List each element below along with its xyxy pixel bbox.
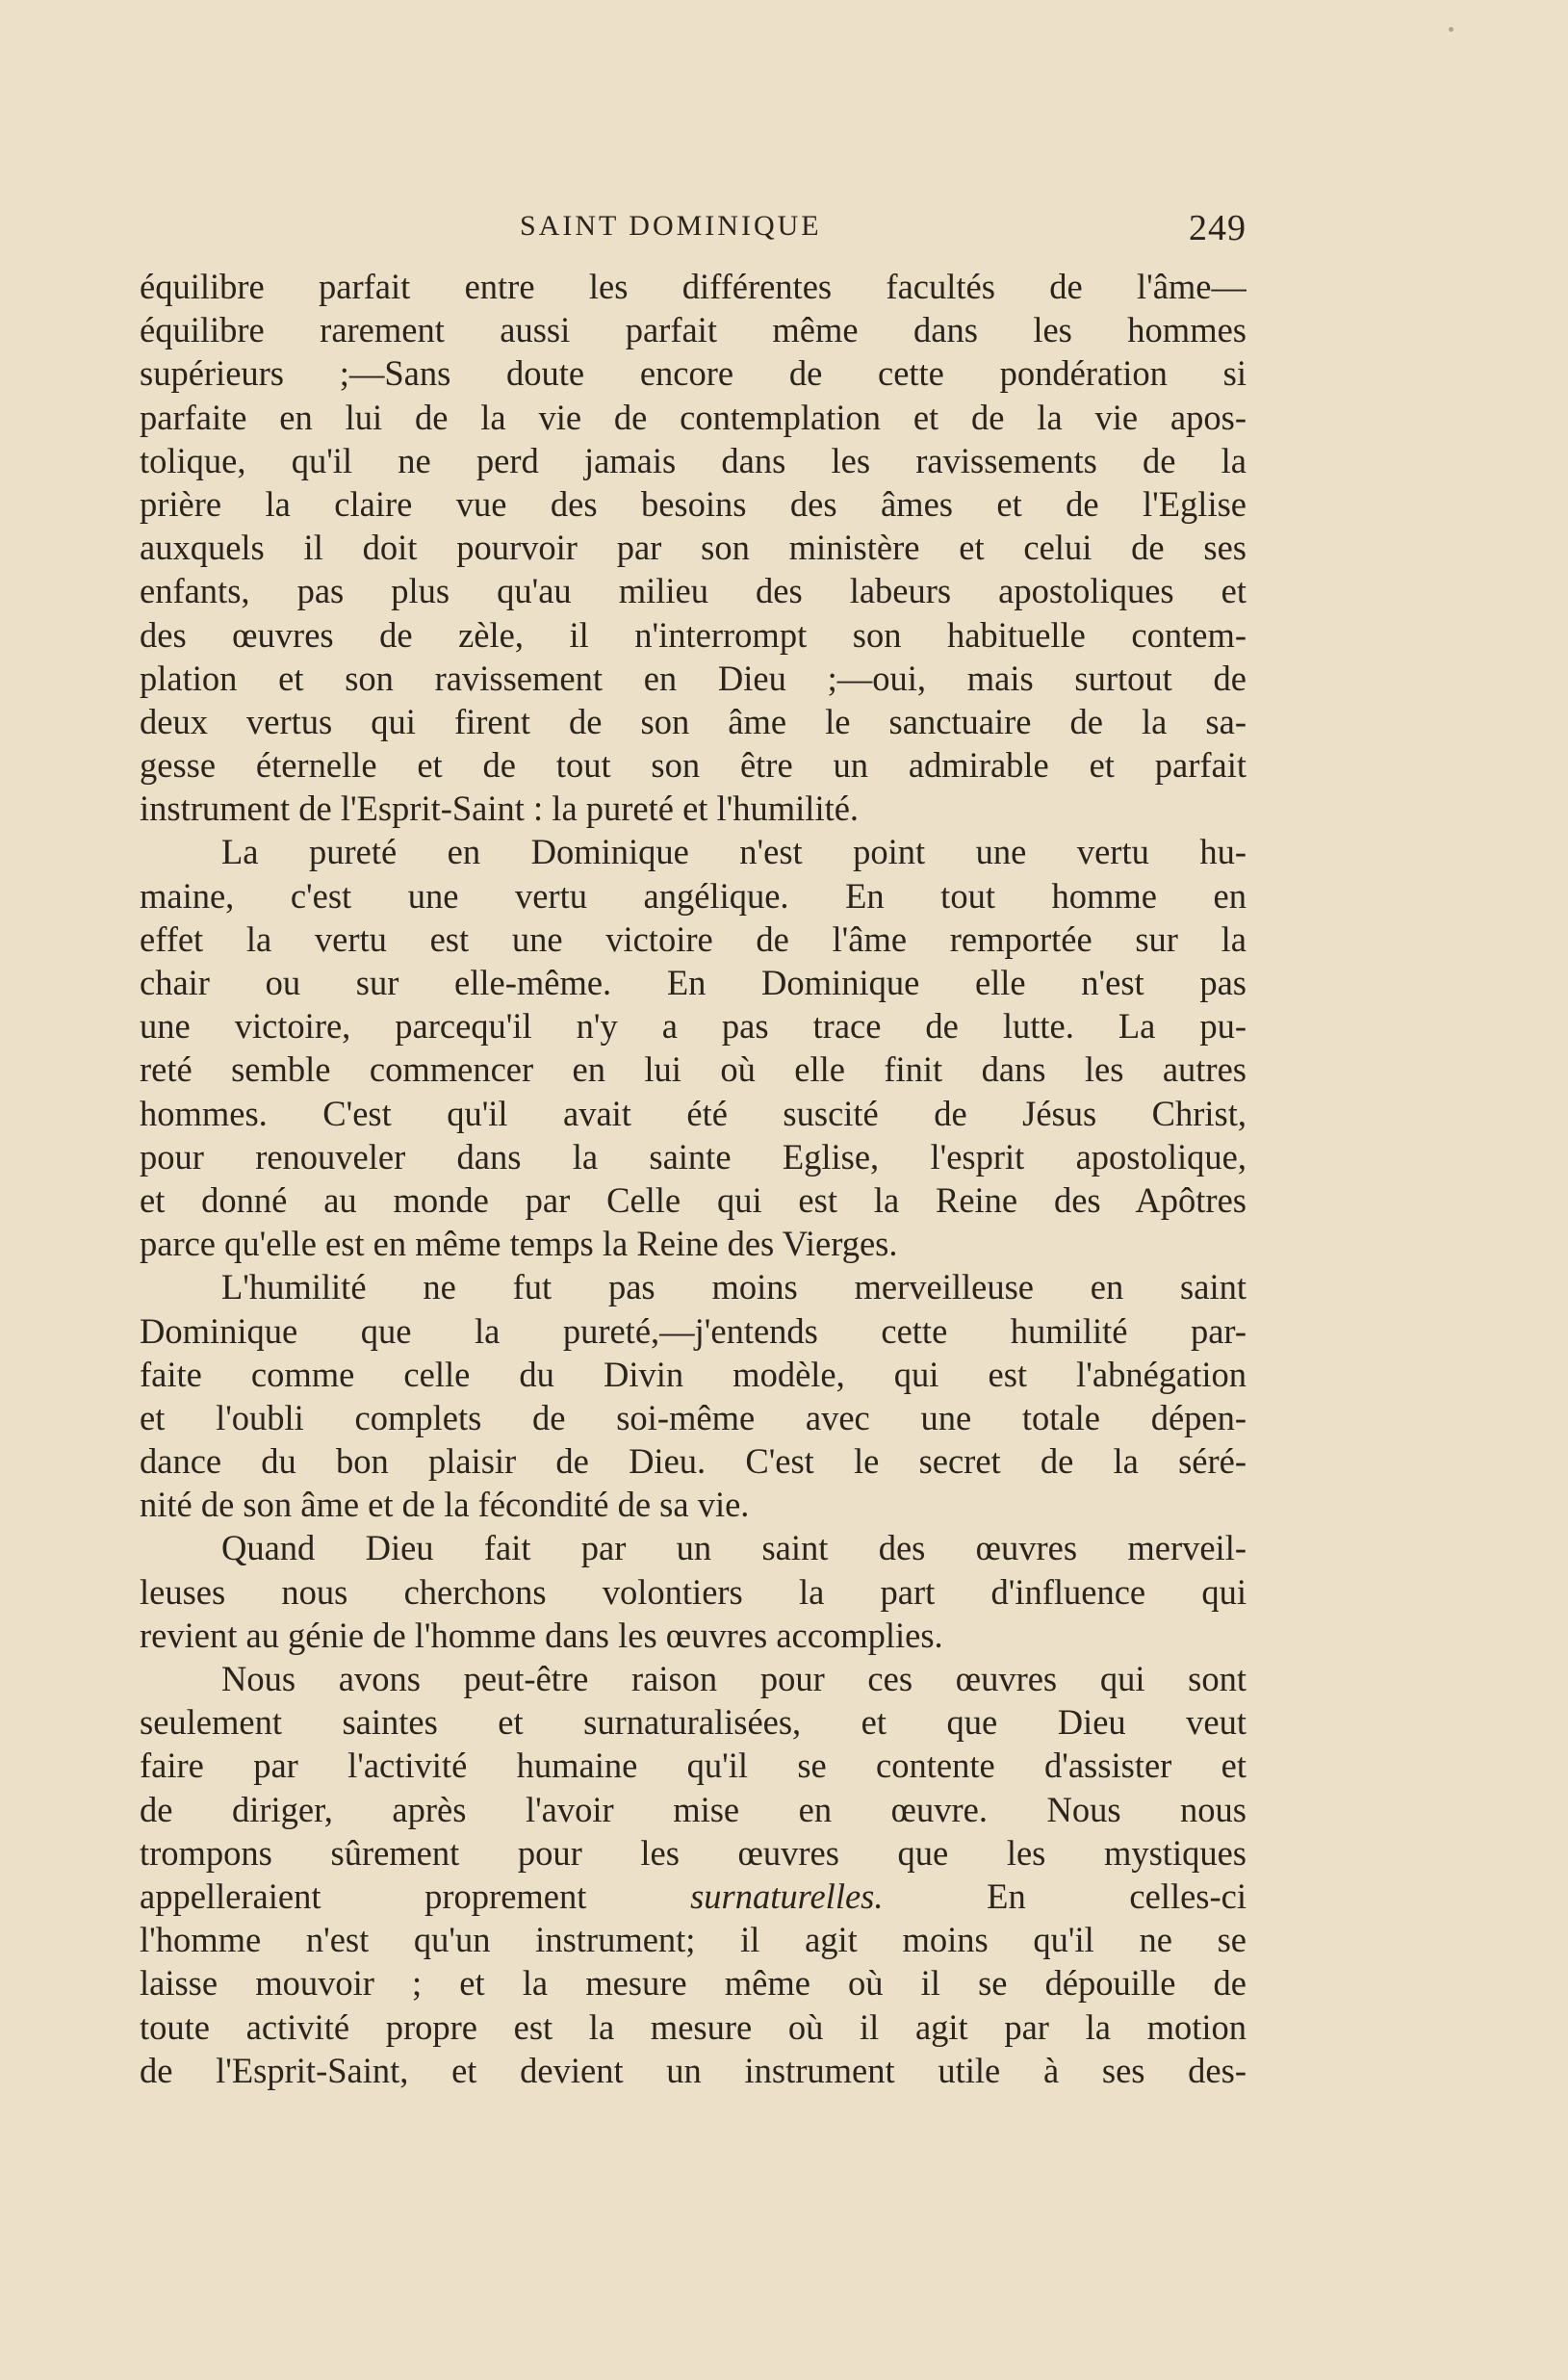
text-line [140,1135,1247,1178]
line-text-continued: En celles-ci [883,1876,1247,1916]
text-line [140,1744,1247,1787]
line-text: faite comme celle du Divin modèle, qui est l'abnégation [140,1354,1247,1394]
text-line [140,1700,1247,1744]
line-text: prière la claire vue des besoins des âmes et de l'Eglise [140,483,1247,524]
text-line [140,439,1247,482]
text-line [140,308,1247,351]
line-text: faire par l'activité humaine qu'il se contente d'assister et [140,1746,1247,1786]
line-text: pour renouveler dans la sainte Eglise, l'esprit apostolique, [140,1136,1247,1177]
line-text: gesse éternelle et de tout son être un admirable et parfait [140,745,1247,786]
line-text: et l'oubli complets de soi-même avec une totale dépen- [140,1397,1247,1437]
text-line [140,874,1247,918]
text-line [140,1657,1247,1700]
text-line [140,569,1247,612]
text-line [140,918,1247,961]
text-line [140,1614,1247,1657]
line-text: reté semble commencer en lui où elle finit dans les autres [140,1049,1247,1090]
text-line [140,396,1247,439]
text-line [140,657,1247,700]
line-text: La pureté en Dominique n'est point une vertu hu- [221,832,1247,872]
text-line [140,1961,1247,2005]
text-line [140,1831,1247,1875]
text-line [140,1309,1247,1353]
line-text: toute activité propre est la mesure où il agit par la motion [140,2006,1247,2047]
text-line [140,1875,1247,1918]
line-text: l'homme n'est qu'un instrument; il agit moins qu'il ne se [140,1920,1247,1960]
text-line [140,351,1247,395]
text-line [140,1004,1247,1048]
text-line [140,613,1247,657]
text-line [140,961,1247,1004]
page-number: 249 [1189,208,1247,248]
line-text: dance du bon plaisir de Dieu. C'est le secret de la séré- [140,1441,1247,1482]
line-text: tolique, qu'il ne perd jamais dans les ravissements de la [140,440,1247,480]
line-text: Dominique que la pureté,—j'entends cette humilité par- [140,1310,1247,1351]
line-text: revient au génie de l'homme dans les œuvres accomplies. [140,1615,943,1655]
text-line [140,265,1247,308]
line-text: leuses nous cherchons volontiers la part d'influence qui [140,1571,1247,1612]
text-line [140,700,1247,743]
page-speck [1449,27,1453,32]
text-line [140,1570,1247,1614]
text-line [140,1918,1247,1961]
body-text [140,265,1247,2092]
text-line [140,1439,1247,1483]
text-line [140,1526,1247,1569]
line-text: nité de son âme et de la fécondité de sa vie. [140,1485,750,1525]
text-line [140,1048,1247,1091]
text-line [140,830,1247,873]
text-line [140,2005,1247,2049]
line-text: trompons sûrement pour les œuvres que les mystiques [140,1832,1247,1873]
line-text: laisse mouvoir ; et la mesure même où il se dépouille de [140,1963,1247,2004]
line-text: parce qu'elle est en même temps la Reine des Vierges. [140,1224,898,1264]
line-text: supérieurs ;—Sans doute encore de cette pondération si [140,353,1247,394]
text-line [140,743,1247,787]
page-header [140,202,1247,250]
line-text: Quand Dieu fait par un saint des œuvres merveil- [221,1528,1247,1568]
text-line [140,1092,1247,1135]
text-line [140,1396,1247,1439]
line-text: Nous avons peut-être raison pour ces œuvres qui sont [221,1659,1247,1698]
running-title: SAINT DOMINIQUE [520,210,822,242]
line-text: deux vertus qui firent de son âme le sanctuaire de la sa- [140,701,1247,741]
text-line [140,1265,1247,1308]
line-text: équilibre parfait entre les différentes facultés de l'âme— [140,267,1247,306]
line-text: L'humilité ne fut pas moins merveilleuse en saint [221,1267,1247,1307]
line-text: des œuvres de zèle, il n'interrompt son habituelle contem- [140,614,1247,655]
text-line [140,1222,1247,1265]
line-text: enfants, pas plus qu'au milieu des labeurs apostoliques et [140,571,1247,611]
line-text: appelleraient proprement [140,1876,691,1916]
text-line [140,787,1247,830]
text-line [140,2049,1247,2092]
line-text: chair ou sur elle-même. En Dominique elle n'est pas [140,963,1247,1002]
text-line [140,1483,1247,1526]
text-line [140,1353,1247,1396]
line-text: instrument de l'Esprit-Saint : la pureté et l'humilité. [140,789,860,829]
line-text: de diriger, après l'avoir mise en œuvre. Nous nous [140,1789,1247,1829]
line-text: effet la vertu est une victoire de l'âme remportée sur la [140,918,1247,959]
line-text: seulement saintes et surnaturalisées, et que Dieu veut [140,1702,1247,1743]
line-text: hommes. C'est qu'il avait été suscité de Jésus Christ, [140,1093,1247,1133]
text-line [140,1178,1247,1222]
line-text: de l'Esprit-Saint, et devient un instrument utile à ses des- [140,2050,1247,2090]
text-line [140,482,1247,526]
line-text: parfaite en lui de la vie de contemplation et de la vie apos- [140,397,1247,437]
line-text: auxquels il doit pourvoir par son ministère et celui de ses [140,528,1247,568]
line-text: équilibre rarement aussi parfait même dans les hommes [140,310,1247,350]
text-line [140,1788,1247,1831]
line-text: et donné au monde par Celle qui est la Reine des Apôtres [140,1179,1247,1220]
line-text: une victoire, parcequ'il n'y a pas trace de lutte. La pu- [140,1006,1247,1047]
line-text: plation et son ravissement en Dieu ;—oui, mais surtout de [140,658,1247,698]
text-line [140,526,1247,569]
line-text: maine, c'est une vertu angélique. En tout homme en [140,875,1247,916]
italic-term: surnaturelles. [690,1876,884,1916]
